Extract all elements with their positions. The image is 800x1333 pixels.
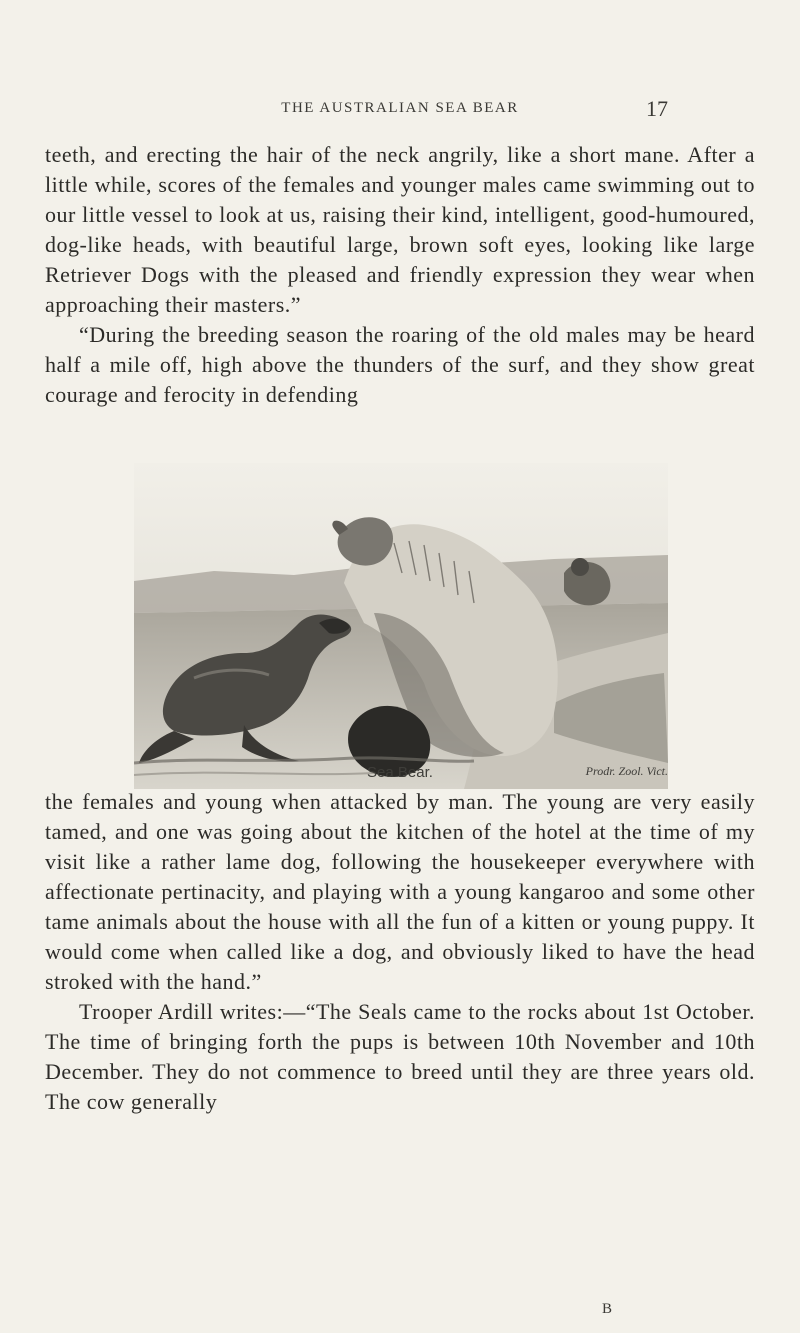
paragraph: the females and young when attacked by man. The young are very easily tamed, and one was going about the kitchen of the hotel at the time of my visit like a rather lame dog, following the housekeeper everywhere with affectionate pertinacity, and playing with a young kangaroo and some other tame animals about the house with all the fun of a kitten or young puppy. It would come when called like a dog, and obviously liked to have the head stroked with the hand.” <box>45 789 755 994</box>
page-number: 17 <box>646 96 668 121</box>
signature-mark: B <box>602 1301 613 1317</box>
figure-caption: Sea Bear. <box>367 764 433 781</box>
paragraph: teeth, and erecting the hair of the neck angrily, like a short mane. After a little while, scores of the females and younger males came swimming out to our little vessel to look at us, raising their kind, intelligent, good-humoured, dog-like heads, with beautiful large, brown soft eyes, looking like large Retriever Dogs with the pleased and friendly expression they wear when approaching their masters.” <box>45 142 755 317</box>
text-after-figure <box>45 787 755 1117</box>
running-head: THE AUSTRALIAN SEA BEAR <box>281 100 519 116</box>
figure-credit: Prodr. Zool. Vict. <box>585 764 668 778</box>
paragraph: “During the breeding season the roaring of the old males may be heard half a mile off, high above the thunders of the surf, and they show great courage and ferocity in defending <box>45 322 755 407</box>
sea-bear-illustration <box>134 463 668 789</box>
paragraph: Trooper Ardill writes:—“The Seals came to the rocks about 1st October. The time of bringing forth the pups is between 10th November and 10th December. They do not commence to breed until they are three years old. The cow generally <box>45 999 755 1114</box>
text-before-figure <box>45 140 755 410</box>
